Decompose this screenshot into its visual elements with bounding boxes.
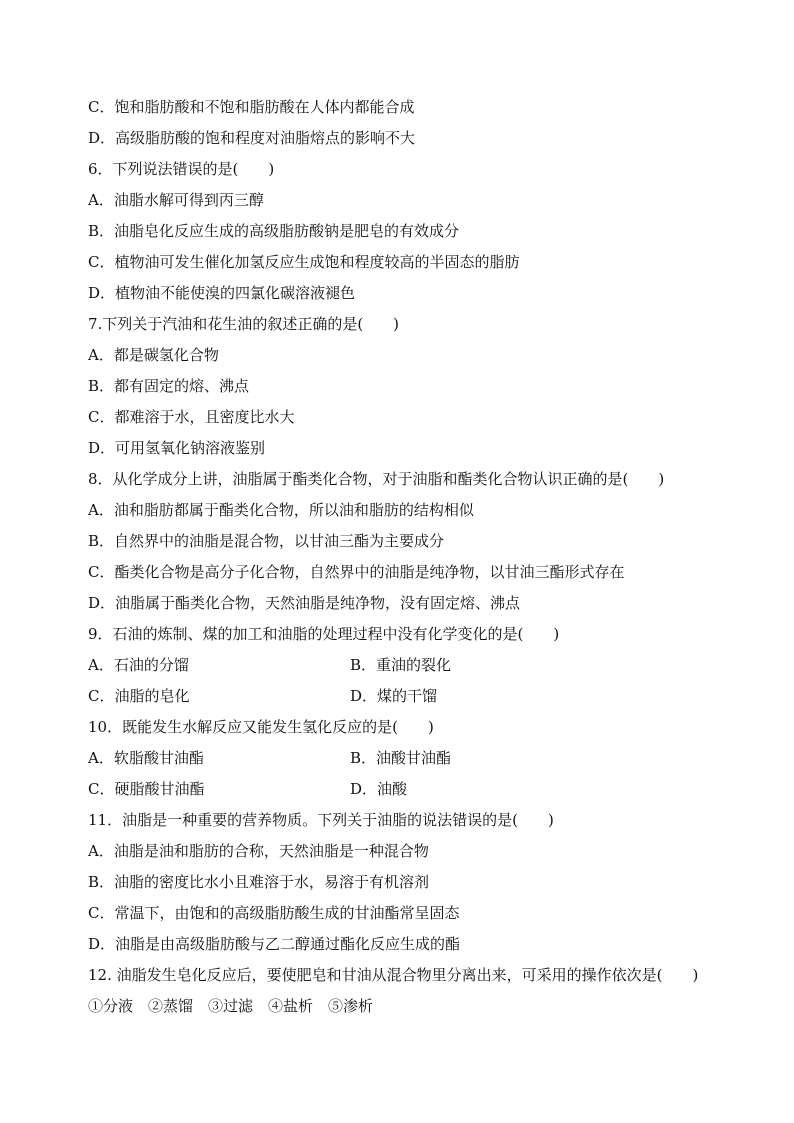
q8-option-d: D．油脂属于酯类化合物，天然油脂是纯净物，没有固定熔、沸点 [88,594,521,612]
q10-option-b: B．油酸甘油酯 [350,749,452,767]
q9-stem: 9．石油的炼制、煤的加工和油脂的处理过程中没有化学变化的是( ) [88,625,560,643]
q7-option-c: C．都难溶于水，且密度比水大 [88,408,295,426]
q7-stem: 7.下列关于汽油和花生油的叙述正确的是( ) [88,315,400,333]
q8-option-a: A．油和脂肪都属于酯类化合物，所以油和脂肪的结构相似 [88,501,474,519]
q7-option-b: B．都有固定的熔、沸点 [88,377,250,395]
q10-stem: 10．既能发生水解反应又能发生氢化反应的是( ) [88,718,434,736]
q7-option-a: A．都是碳氢化合物 [88,346,219,364]
q11-stem: 11．油脂是一种重要的营养物质。下列关于油脂的说法错误的是( ) [88,811,554,829]
q5-option-d: D．高级脂肪酸的饱和程度对油脂熔点的影响不大 [88,129,416,147]
q9-option-b: B．重油的裂化 [350,656,452,674]
q6-option-b: B．油脂皂化反应生成的高级脂肪酸钠是肥皂的有效成分 [88,222,460,240]
q10-option-c: C．硬脂酸甘油酯 [88,780,205,798]
q9-options-row-2 [88,681,748,712]
q9-option-a: A．石油的分馏 [88,656,189,674]
q10-option-d: D．油酸 [350,780,408,798]
q12-operations: ①分液 ②蒸馏 ③过滤 ④盐析 ⑤渗析 [88,997,374,1015]
q8-option-c: C．酯类化合物是高分子化合物，自然界中的油脂是纯净物，以甘油三酯形式存在 [88,563,625,581]
q6-option-d: D．植物油不能使溴的四氯化碳溶液褪色 [88,284,356,302]
q10-option-a: A．软脂酸甘油酯 [88,749,204,767]
q6-option-c: C．植物油可发生催化加氢反应生成饱和程度较高的半固态的脂肪 [88,253,520,271]
q5-option-c: C．饱和脂肪酸和不饱和脂肪酸在人体内都能合成 [88,98,415,116]
document-page [88,92,748,1022]
q7-option-d: D．可用氢氧化钠溶液鉴别 [88,439,266,457]
q9-option-c: C．油脂的皂化 [88,687,190,705]
q9-option-d: D．煤的干馏 [350,687,438,705]
q11-option-a: A．油脂是油和脂肪的合称，天然油脂是一种混合物 [88,842,429,860]
q8-option-b: B．自然界中的油脂是混合物，以甘油三酯为主要成分 [88,532,445,550]
q6-stem: 6．下列说法错误的是( ) [88,160,275,178]
q11-option-c: C．常温下，由饱和的高级脂肪酸生成的甘油酯常呈固态 [88,904,460,922]
q10-options-row-1 [88,743,748,774]
q12-stem: 12. 油脂发生皂化反应后，要使肥皂和甘油从混合物里分离出来，可采用的操作依次是( ) [88,966,699,984]
q11-option-b: B．油脂的密度比水小且难溶于水，易溶于有机溶剂 [88,873,430,891]
q6-option-a: A．油脂水解可得到丙三醇 [88,191,264,209]
q11-option-d: D．油脂是由高级脂肪酸与乙二醇通过酯化反应生成的酯 [88,935,461,953]
q8-stem: 8．从化学成分上讲，油脂属于酯类化合物，对于油脂和酯类化合物认识正确的是( ) [88,470,665,488]
q10-options-row-2 [88,774,748,805]
q9-options-row-1 [88,650,748,681]
